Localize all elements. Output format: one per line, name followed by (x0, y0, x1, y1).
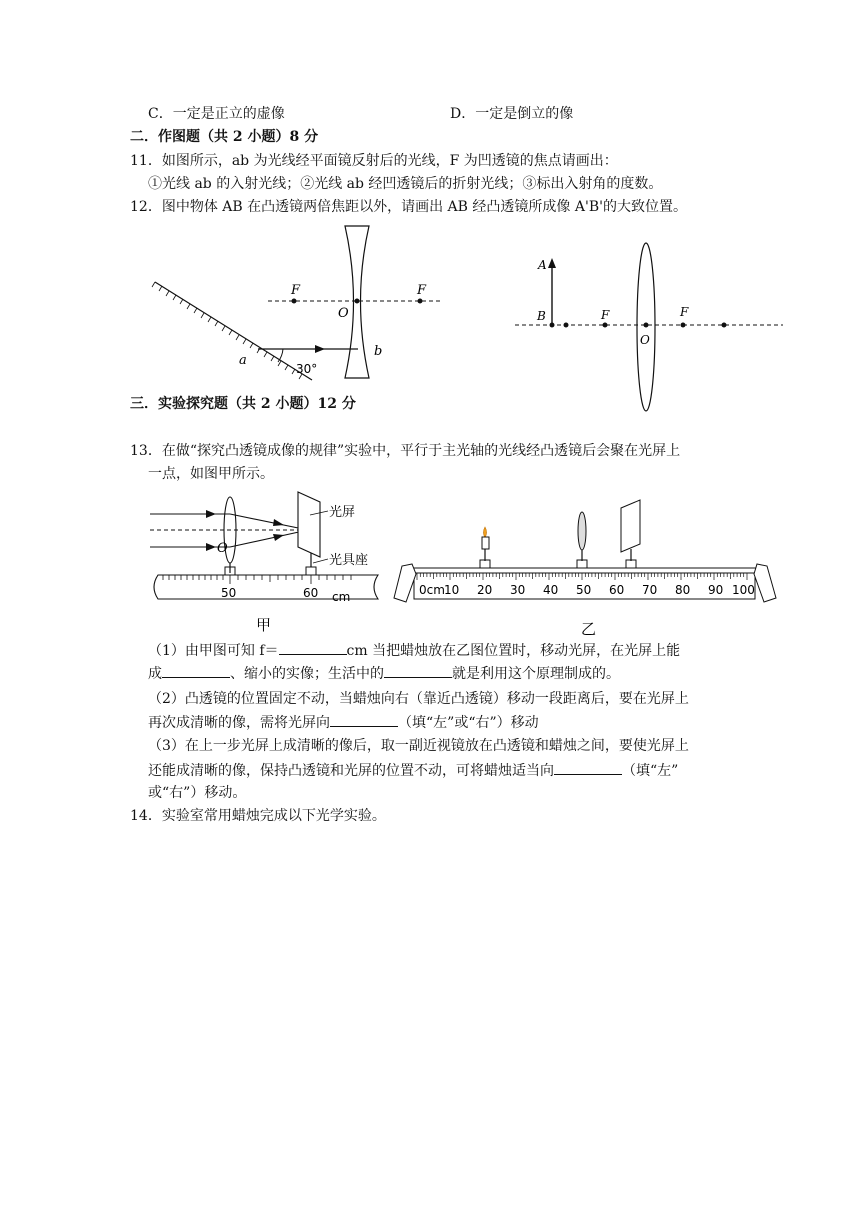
q13-p2-b: 再次成清晰的像，需将光屏向 (148, 715, 330, 731)
left-support (394, 564, 416, 602)
q13-p3-line1: （3）在上一步光屏上成清晰的像后，取一副近视镜放在凸透镜和蜡烛之间，要使光屏上 (148, 738, 689, 754)
label-f-left: F (601, 308, 610, 322)
focus-left-dot (603, 323, 608, 328)
q13-p1-d: 、缩小的实像；生活中的 (230, 666, 384, 682)
label-o: O (640, 333, 650, 347)
candle (482, 537, 489, 549)
blank-candle-direction[interactable] (554, 760, 622, 775)
focus-left-dot (292, 299, 297, 304)
point-2f-left-dot (564, 323, 569, 328)
label-f-left: F (291, 283, 301, 298)
q13-p2-line1: （2）凸透镜的位置固定不动，当蜡烛向右（靠近凸透镜）移动一段距离后，要在光屏上 (148, 691, 689, 707)
scale-label-90: 90 (708, 583, 724, 597)
label-a: A (538, 258, 547, 272)
label-b: b (374, 344, 383, 359)
optical-center-dot (644, 323, 649, 328)
tick-60: 60 (303, 586, 319, 600)
q13-p1-e: 就是利用这个原理制成的。 (452, 666, 620, 682)
q13-p3-line3: 或“右”）移动。 (148, 785, 247, 801)
scale-label-20: 20 (477, 583, 493, 597)
q13-p1-c: 成 (148, 666, 162, 682)
scale-label-40: 40 (543, 583, 559, 597)
tick-50: 50 (221, 586, 237, 600)
q13-line1: 13．在做“探究凸透镜成像的规律”实验中，平行于主光轴的光线经凸透镜后会聚在光屏上 (130, 443, 681, 459)
ray-arrow (315, 345, 325, 353)
option-d: D．一定是倒立的像 (450, 106, 574, 122)
scale-label-60: 60 (609, 583, 625, 597)
caption-jia: 甲 (256, 616, 272, 634)
q13-p3-b: 还能成清晰的像，保持凸透镜和光屏的位置不动，可将蜡烛适当向 (148, 763, 554, 779)
label-f-right: F (680, 305, 689, 319)
q12-line1: 12．图中物体 AB 在凸透镜两倍焦距以外，请画出 AB 经凸透镜所成像 A'B'的大致位置。 (130, 199, 687, 215)
scale-label-100: 100 (732, 583, 755, 597)
scale-label-80: 80 (675, 583, 691, 597)
light-screen (298, 492, 320, 557)
caption-yi: 乙 (581, 620, 597, 638)
label-screen: 光屏 (329, 505, 356, 520)
q14-line1: 14．实验室常用蜡烛完成以下光学实验。 (130, 808, 386, 824)
light-screen (621, 500, 640, 552)
scale-label-10: 10 (444, 583, 460, 597)
label-angle: 30° (296, 362, 318, 376)
option-c: C．一定是正立的虚像 (148, 106, 285, 122)
q13-p1-a: （1）由甲图可知 f＝ (148, 643, 279, 659)
convex-lens (578, 512, 586, 550)
bench-rail (412, 568, 757, 573)
q13-p2-c: （填“左”或“右”）移动 (398, 715, 539, 731)
q11-figure (150, 222, 445, 384)
scale-label-0: 0cm (419, 583, 445, 597)
section-3-heading: 三．实验探究题（共 2 小题）12 分 (130, 396, 356, 412)
label-holder: 光具座 (329, 553, 369, 568)
q13-p1-b: cm 当把蜡烛放在乙图位置时，移动光屏，在光屏上能 (346, 643, 681, 659)
label-b: B (537, 309, 546, 323)
scale-label-30: 30 (510, 583, 526, 597)
q13-p1-line1 (148, 640, 680, 661)
q13-line2: 一点，如图甲所示。 (148, 466, 274, 482)
q13-p1-line2 (148, 663, 620, 684)
optical-center-dot (355, 299, 360, 304)
blank-image-type[interactable] (162, 663, 230, 678)
focus-right-dot (418, 299, 423, 304)
blank-application[interactable] (384, 663, 452, 678)
q11-line2: ①光线 ab 的入射光线；②光线 ab 经凹透镜后的折射光线；③标出入射角的度数。 (148, 176, 663, 192)
blank-screen-direction[interactable] (330, 712, 398, 727)
q13-p3-line2 (148, 760, 678, 781)
right-support (754, 564, 776, 602)
point-b-dot (550, 323, 555, 328)
ruler-ticks (417, 573, 747, 580)
section-2-heading: 二．作图题（共 2 小题）8 分 (130, 129, 319, 145)
figure-jia (148, 487, 388, 637)
focus-right-dot (681, 323, 686, 328)
label-o: O (338, 306, 349, 321)
blank-focal-length[interactable] (279, 640, 347, 655)
candle-flame (484, 527, 487, 538)
q11-line1: 11．如图所示，ab 为光线经平面镜反射后的光线，F 为凹透镜的焦点请画出： (130, 153, 618, 169)
q13-p3-c: （填“左” (622, 763, 679, 779)
figure-yi (392, 494, 782, 642)
q13-p2-line2 (148, 712, 539, 733)
label-f-right: F (417, 283, 427, 298)
scale-label-70: 70 (642, 583, 658, 597)
label-cm: cm (332, 590, 351, 604)
scale-label-50: 50 (576, 583, 592, 597)
plane-mirror (155, 282, 312, 380)
point-2f-right-dot (722, 323, 727, 328)
mirror-hatching (152, 282, 302, 379)
object-arrowhead (548, 258, 556, 268)
label-a: a (239, 353, 247, 368)
label-o: O (217, 541, 228, 556)
q12-figure (515, 236, 790, 416)
